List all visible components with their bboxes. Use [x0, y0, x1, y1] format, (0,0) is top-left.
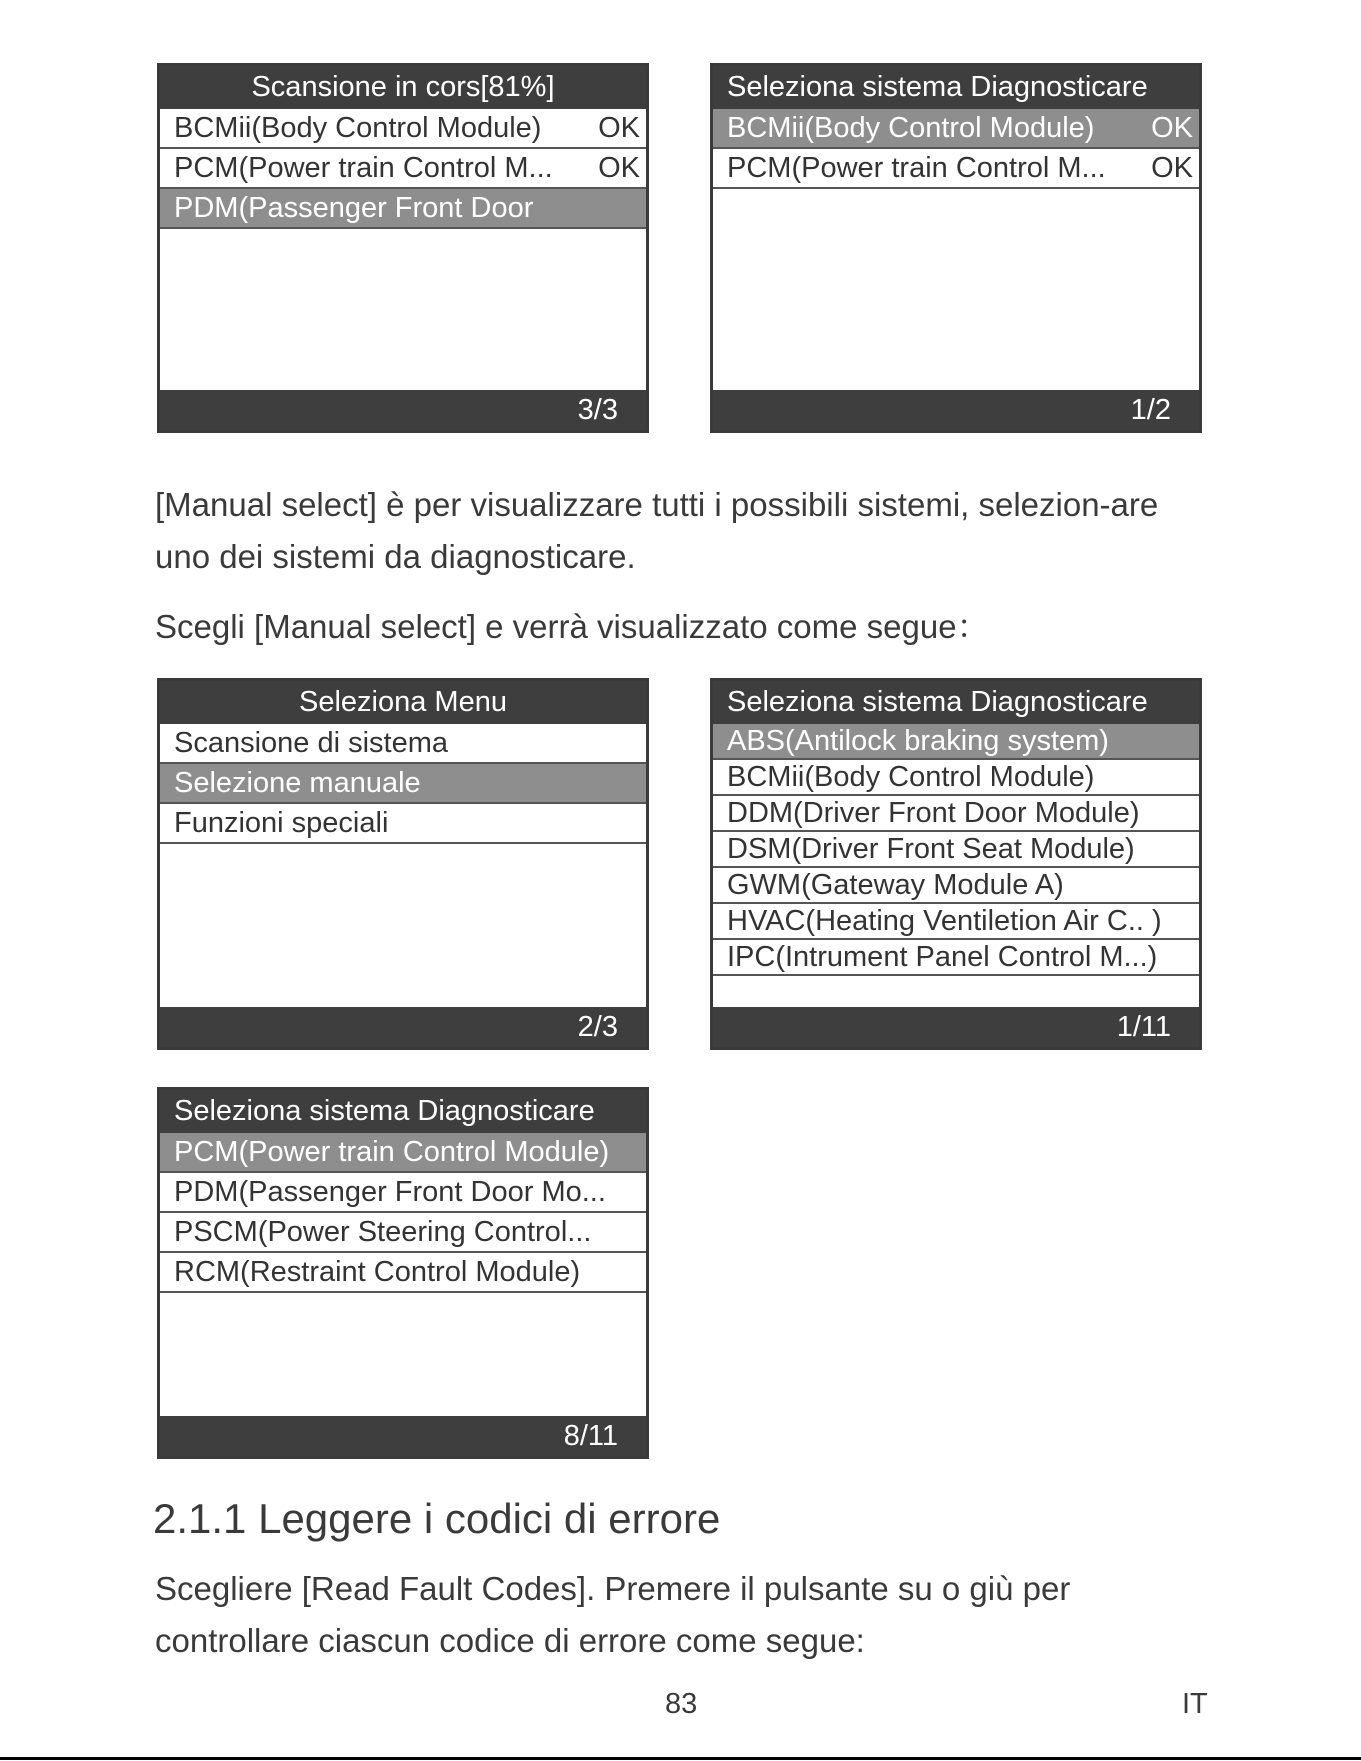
system-list [713, 724, 1199, 976]
list-item[interactable]: DDM(Driver Front Door Module) [713, 796, 1199, 832]
list-item[interactable]: PDM(Passenger Front Door Mo... [160, 1173, 646, 1213]
select-diagnostic-system-screen [710, 63, 1202, 433]
list-item[interactable]: HVAC(Heating Ventiletion Air C.. ) [713, 904, 1199, 940]
list-item[interactable]: PCM(Power train Control M... OK [713, 149, 1199, 189]
list-item[interactable]: DSM(Driver Front Seat Module) [713, 832, 1199, 868]
list-item-selected[interactable]: ABS(Antilock braking system) [713, 724, 1199, 760]
list-item[interactable]: PSCM(Power Steering Control... [160, 1213, 646, 1253]
screen-title: Seleziona sistema Diagnosticare [713, 681, 1199, 724]
menu-item-special-functions[interactable]: Funzioni speciali [160, 804, 646, 844]
status-ok: OK [598, 112, 640, 144]
select-diagnostic-system-screen [157, 1087, 649, 1459]
system-list [160, 109, 646, 229]
menu-list [160, 724, 646, 844]
section-heading: 2.1.1 Leggere i codici di errore [153, 1495, 721, 1542]
list-item[interactable]: IPC(Intrument Panel Control M...) [713, 940, 1199, 976]
page-indicator: 1/11 [713, 1007, 1199, 1047]
list-item-selected[interactable]: BCMii(Body Control Module) OK [713, 109, 1199, 149]
screen-title: Seleziona sistema Diagnosticare [160, 1090, 646, 1133]
language-label: IT [1182, 1688, 1208, 1720]
screen-title: Seleziona sistema Diagnosticare [713, 66, 1199, 109]
system-list [160, 1133, 646, 1293]
page-indicator: 3/3 [160, 390, 646, 430]
list-item[interactable]: GWM(Gateway Module A) [713, 868, 1199, 904]
status-ok: OK [1151, 152, 1193, 184]
paragraph-read-fault-codes: Scegliere [Read Fault Codes]. Premere il pulsante su o giù per controllare ciascun codice di errore come segue: [155, 1570, 1071, 1659]
list-item-selected[interactable]: PCM(Power train Control Module) [160, 1133, 646, 1173]
system-list [713, 109, 1199, 189]
bottom-rule [0, 1757, 1361, 1760]
list-item[interactable]: RCM(Restraint Control Module) [160, 1253, 646, 1293]
status-ok: OK [598, 152, 640, 184]
paragraph-manual-select: [Manual select] è per visualizzare tutti i possibili sistemi, selezion-are uno dei sistemi da diagnosticare. [155, 486, 1159, 575]
paragraph-choose-manual-select: Scegli [Manual select] e verrà visualizzato come segue： [155, 608, 990, 645]
status-ok: OK [1151, 112, 1193, 144]
page-indicator: 2/3 [160, 1007, 646, 1047]
screen-title: Seleziona Menu [160, 681, 646, 724]
menu-item-system-scan[interactable]: Scansione di sistema [160, 724, 646, 764]
menu-item-manual-select[interactable]: Selezione manuale [160, 764, 646, 804]
page-indicator: 8/11 [160, 1416, 646, 1456]
select-menu-screen [157, 678, 649, 1050]
list-item[interactable]: BCMii(Body Control Module) [713, 760, 1199, 796]
list-item[interactable]: PCM(Power train Control M... OK [160, 149, 646, 189]
screen-title: Scansione in cors[81%] [160, 66, 646, 109]
scan-progress-screen [157, 63, 649, 433]
list-item-selected[interactable]: PDM(Passenger Front Door [160, 189, 646, 229]
page-number: 83 [665, 1688, 698, 1720]
list-item[interactable]: BCMii(Body Control Module) OK [160, 109, 646, 149]
select-diagnostic-system-screen [710, 678, 1202, 1050]
page-indicator: 1/2 [713, 390, 1199, 430]
